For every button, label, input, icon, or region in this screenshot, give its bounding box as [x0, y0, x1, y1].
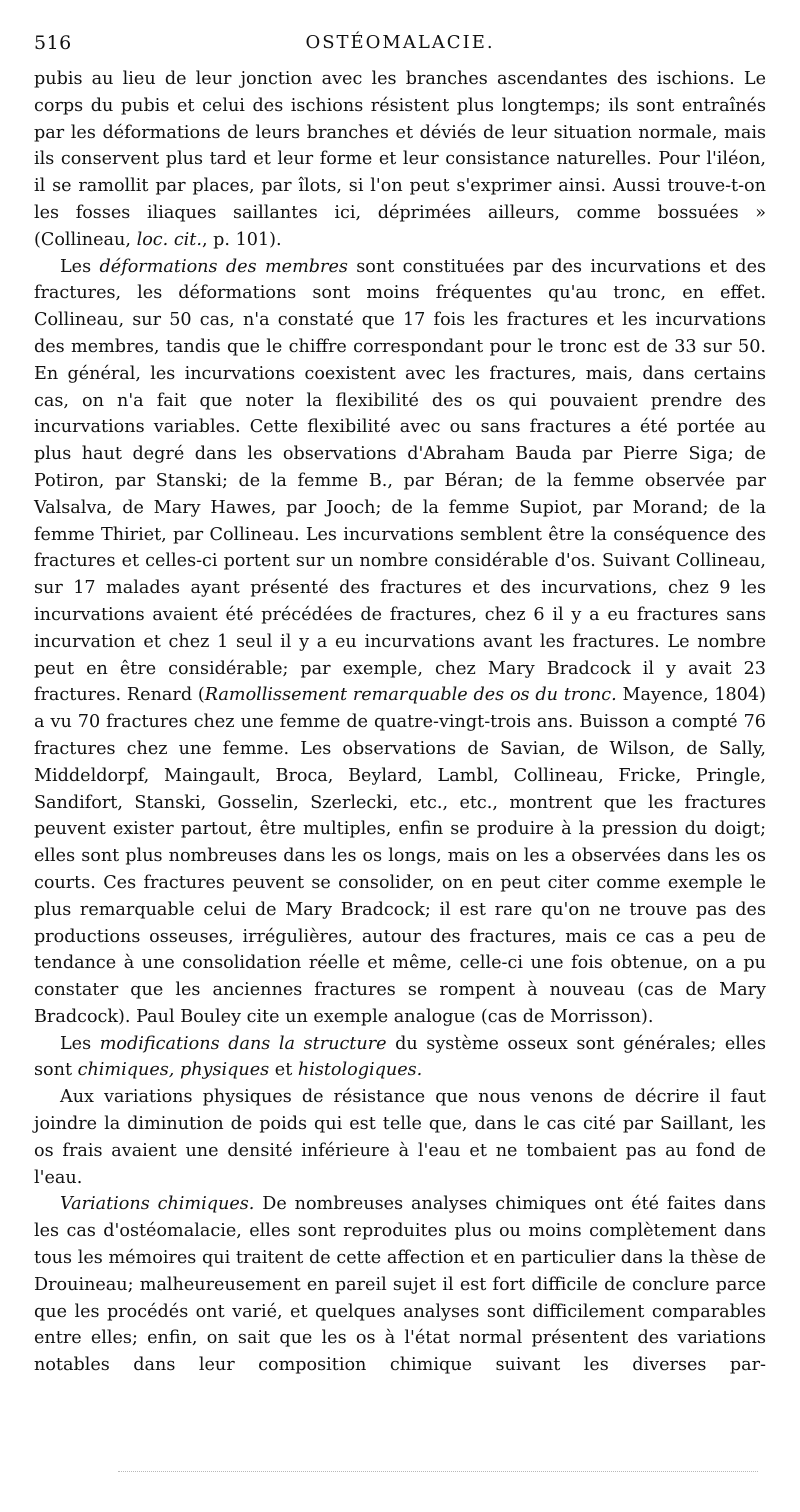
text-run: pubis au lieu de leur jonction avec les branches ascendantes des ischions. Le corps du pubis et celui des ischions résistent plus longtemps; ils sont entraînés par les déformations de leurs branches et déviés de leur situation normale, mais ils conservent plus tard et leur forme et leur consistance naturelles. Pour l'iléon, il se ramollit par places, par îlots, si l'on peut s'exprimer ainsi. Aussi trouve-t-on les fosses iliaques saillantes ici, déprimées ailleurs, comme bossuées » (Collineau, — [34, 69, 766, 250]
body-text — [34, 66, 766, 1379]
italic-run: chimiques, physiques — [77, 1060, 270, 1081]
italic-run: Variations chimiques. — [60, 1194, 255, 1215]
italic-run: Ramollissement remarquable des os du tronc. — [204, 685, 617, 706]
italic-run: loc. cit. — [136, 229, 202, 250]
italic-run: déformations des membres — [99, 256, 348, 277]
running-head — [34, 30, 766, 60]
paragraph-structure-modifications — [34, 1031, 766, 1085]
text-run: Les — [60, 256, 100, 277]
paragraph-member-deformations — [34, 254, 766, 1031]
page-number: 516 — [34, 32, 72, 54]
paragraph-chemical-variations — [34, 1191, 766, 1379]
text-run: , p. 101). — [201, 229, 282, 250]
italic-run: histologiques. — [297, 1060, 423, 1081]
bottom-print-mark — [118, 1471, 758, 1472]
text-run: sont constituées par des incurvations et des fractures, les déformations sont moins fréquentes qu'au tronc, en effet. Collineau, sur 50 cas, n'a constaté que 17 fois les fractures et les incurvations des membres, tandis que le chiffre correspondant pour le tronc est de 33 sur 50. En général, les incurvations coexistent avec les fractures, mais, dans certains cas, on n'a fait que noter la flexibilité des os qui pouvaient prendre des incurvations variables. Cette flexibilité avec ou sans fractures a été portée au plus haut degré dans les observations d'Abraham Bauda par Pierre Siga; de Potiron, par Stanski; de la femme B., par Béran; de la femme observée par Valsalva, de Mary Hawes, par Jooch; de la femme Supiot, par Morand; de la femme Thiriet, par Collineau. Les incurvations semblent être la conséquence des fractures et celles-ci portent sur un nombre considérable d'os. Suivant Collineau, sur 17 malades ayant présenté des fractures et des incurvations, chez 9 les incurvations avaient été précédées de fractures, chez 6 il y a eu fractures sans incurvation et chez 1 seul il y a eu incurvations avant les fractures. Le nombre peut en être considérable; par exemple, chez Mary Bradcock il y avait 23 fractures. Renard ( — [34, 256, 767, 706]
italic-run: modifications dans la structure — [99, 1033, 387, 1054]
text-run: et — [269, 1060, 298, 1081]
text-run: du système osseux sont générales; elles sont — [34, 1033, 766, 1081]
running-title: OSTÉOMALACIE. — [305, 32, 495, 53]
text-run: Aux variations physiques de résistance que nous venons de décrire il faut joindre la diminution de poids qui est telle que, dans le cas cité par Saillant, les os frais avaient une densité inférieure à l'eau et ne tombaient pas au fond de l'eau. — [34, 1087, 766, 1188]
text-run: Les — [60, 1033, 100, 1054]
paragraph-physical-variations — [34, 1084, 766, 1191]
text-run: De nombreuses analyses chimiques ont été faites dans les cas d'ostéomalacie, elles sont reproduites plus ou moins complètement dans tous les mémoires qui traitent de cette affection et en particulier dans la thèse de Drouineau; malheureusement en pareil sujet il est fort difficile de conclure parce que les procédés ont varié, et quelques analyses sont difficilement comparables entre elles; enfin, on sait que les os à l'état normal présentent des variations notables dans leur composition chimique suivant les diverses par- — [34, 1194, 766, 1376]
paragraph-pubis-deformations — [34, 66, 766, 254]
text-run: Mayence, 1804) a vu 70 fractures chez une femme de quatre-vingt-trois ans. Buisson a compté 76 fractures chez une femme. Les observations de Savian, de Wilson, de Sally, Middeldorpf, Maingault, Broca, Beylard, Lambl, Collineau, Fricke, Pringle, Sandifort, Stanski, Gosselin, Szerlecki, etc., etc., montrent que les fractures peuvent exister partout, être multiples, enfin se produire à la pression du doigt; elles sont plus nombreuses dans les os longs, mais on les a observées dans les os courts. Ces fractures peuvent se consolider, on en peut citer comme exemple le plus remarquable celui de Mary Bradcock; il est rare qu'on ne trouve pas des productions osseuses, irrégulières, autour des fractures, mais ce cas a peu de tendance à une consolidation réelle et même, celle-ci une fois obtenue, on a pu constater que les anciennes fractures se rompent à nouveau (cas de Mary Bradcock). Paul Bouley cite un exemple analogue (cas de Morrisson). — [34, 685, 766, 1027]
book-page — [34, 30, 766, 1379]
